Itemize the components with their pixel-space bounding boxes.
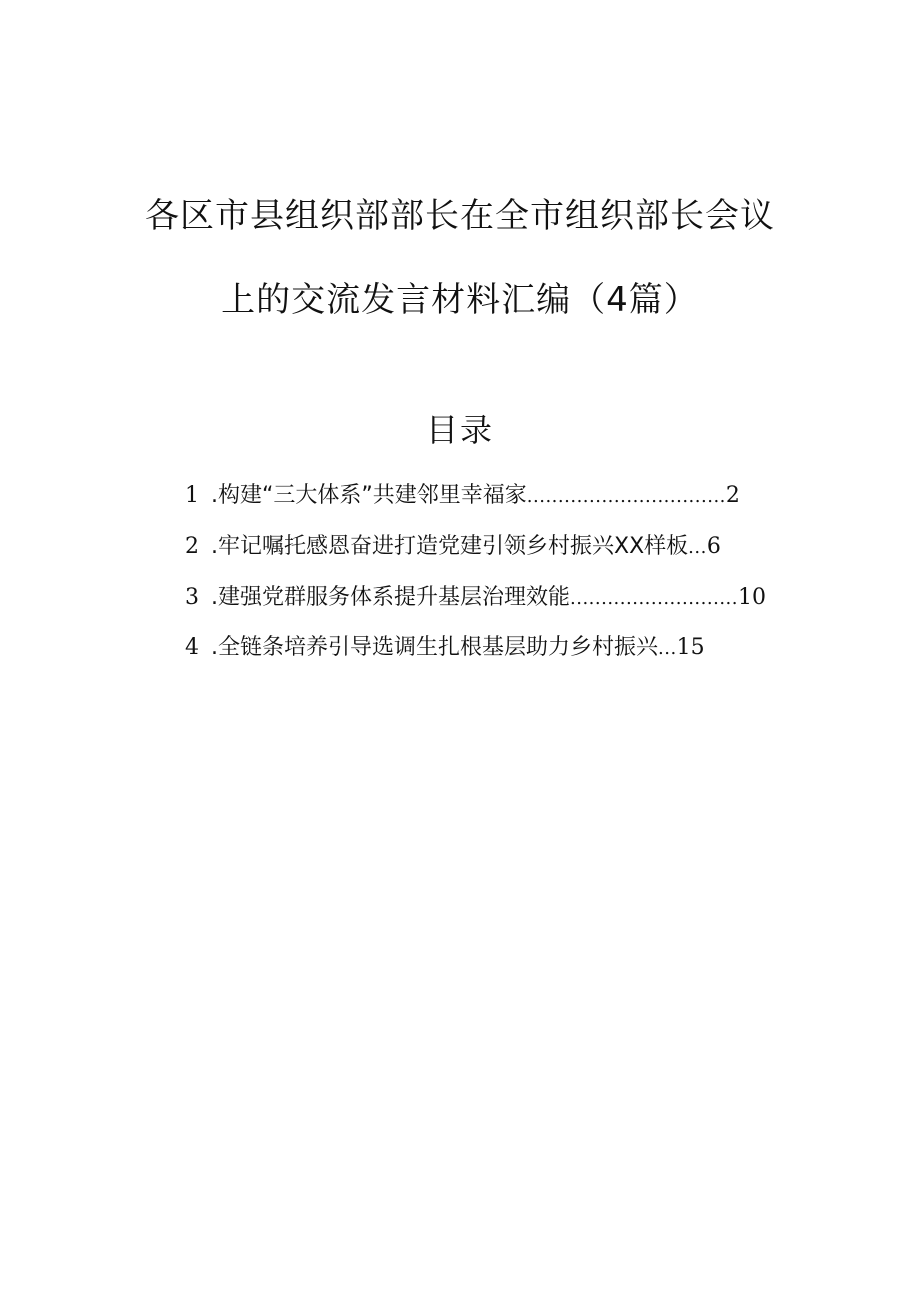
toc-entry-page-number: 10 — [738, 585, 766, 610]
toc-entry[interactable] — [185, 532, 721, 562]
toc-entry-leader-dots: ... — [658, 638, 677, 659]
toc-entry[interactable] — [185, 583, 766, 613]
toc-entry[interactable] — [185, 633, 705, 663]
toc-entry-title: .牢记嘱托感恩奋进打造党建引领乡村振兴XX样板 — [211, 534, 689, 559]
document-title-line-1: 各区市县组织部部长在全市组织部长会议 — [145, 196, 775, 236]
toc-entry-page-number: 15 — [676, 635, 705, 660]
toc-entry-title: .建强党群服务体系提升基层治理效能 — [211, 585, 570, 610]
document-title-line-2: 上的交流发言材料汇编（4篇） — [221, 280, 699, 320]
toc-entry-leader-dots: ........................... — [570, 588, 738, 609]
toc-entry-number: 4 — [185, 635, 199, 660]
toc-entry-leader-dots: ... — [688, 537, 707, 558]
toc-entry-title: .全链条培养引导选调生扎根基层助力乡村振兴 — [211, 635, 658, 660]
toc-entry-number: 3 — [185, 585, 199, 610]
toc-entry-leader-dots: ................................ — [526, 486, 726, 507]
toc-entry-page-number: 2 — [725, 483, 740, 508]
toc-entry-number: 1 — [185, 483, 199, 508]
toc-heading: 目录 — [425, 411, 494, 449]
toc-entry[interactable] — [185, 481, 740, 511]
toc-entry-page-number: 6 — [706, 534, 721, 559]
toc-entry-number: 2 — [185, 534, 199, 559]
toc-entry-title: .构建“三大体系”共建邻里幸福家 — [211, 483, 527, 508]
